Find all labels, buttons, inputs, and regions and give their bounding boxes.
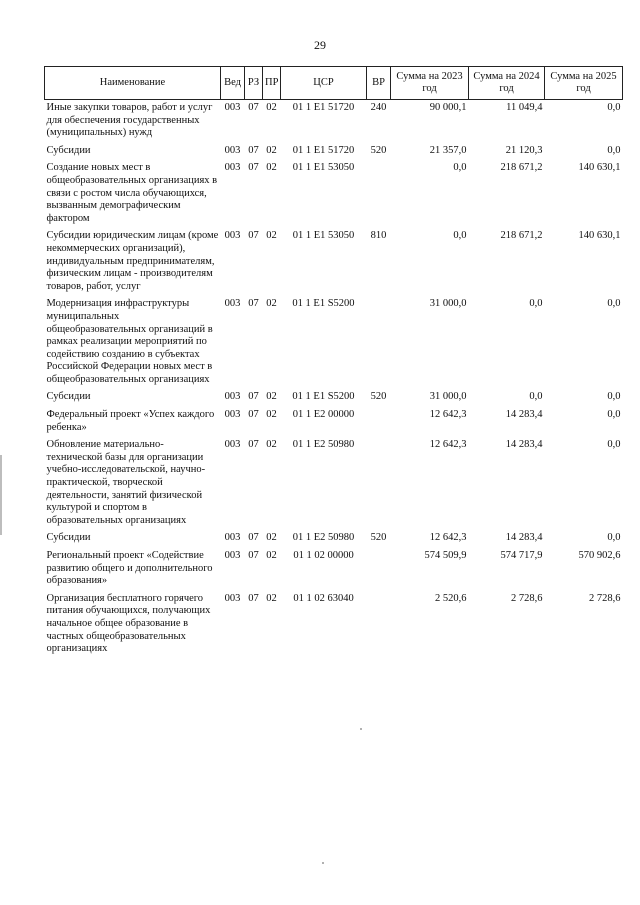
row-vr: 810 <box>370 230 387 242</box>
row-pr: 02 <box>266 532 277 544</box>
row-vr: 520 <box>370 144 387 156</box>
row-sum-2023: 0,0 <box>453 230 467 242</box>
row-sum-2023: 0,0 <box>453 162 467 174</box>
row-pr: 02 <box>266 298 277 310</box>
row-rz: 07 <box>248 550 259 561</box>
row-rz: 07 <box>248 592 259 604</box>
header-ved: Вед <box>221 67 245 100</box>
row-name: Субсидии юридическим лицам (кроме некоммерческих организаций), индивидуальным предпринимателям, физическим лицам - производителям товаров, работ, услуг <box>46 230 219 292</box>
row-csr: 01 1 E2 50980 <box>292 532 355 544</box>
row-sum-2023: 12 642,3 <box>429 439 467 451</box>
header-vr: ВР <box>367 67 391 100</box>
row-sum-2023: 90 000,1 <box>429 102 467 113</box>
row-sum-2024: 14 283,4 <box>505 439 543 451</box>
row-pr: 02 <box>266 162 277 174</box>
row-sum-2024: 0,0 <box>529 391 543 403</box>
row-csr: 01 1 E1 S5200 <box>292 391 355 403</box>
row-sum-2025: 0,0 <box>607 439 621 451</box>
header-sum-2025: Сумма на 2025 год <box>545 67 623 100</box>
table-row <box>45 548 623 591</box>
row-sum-2024: 218 671,2 <box>500 162 543 174</box>
row-pr: 02 <box>266 550 277 561</box>
row-rz: 07 <box>248 391 259 403</box>
row-ved: 003 <box>224 409 241 421</box>
row-pr: 02 <box>266 409 277 421</box>
row-ved: 003 <box>224 144 241 156</box>
row-sum-2024: 2 728,6 <box>511 592 543 604</box>
row-name: Создание новых мест в общеобразовательных организациях в связи с ростом числа обучающихся, вызванным демографическим фактором <box>46 162 218 224</box>
row-ved: 003 <box>224 532 241 544</box>
row-rz: 07 <box>248 102 259 113</box>
row-rz: 07 <box>248 162 259 174</box>
row-rz: 07 <box>248 532 259 544</box>
table-row <box>45 437 623 530</box>
scan-edge-mark <box>0 455 2 535</box>
row-vr <box>367 548 391 591</box>
table-row <box>45 530 623 548</box>
row-pr: 02 <box>266 391 277 403</box>
row-csr: 01 1 E2 50980 <box>292 439 355 451</box>
table-row <box>45 228 623 296</box>
row-ved: 003 <box>224 592 241 604</box>
row-sum-2024: 11 049,4 <box>506 102 543 113</box>
row-sum-2025: 140 630,1 <box>578 162 621 174</box>
row-sum-2024: 574 717,9 <box>500 550 543 561</box>
row-csr: 01 1 E1 51720 <box>292 144 355 156</box>
row-sum-2024: 218 671,2 <box>500 230 543 242</box>
row-rz: 07 <box>248 439 259 451</box>
row-sum-2023: 21 357,0 <box>429 144 467 156</box>
table-row <box>45 160 623 228</box>
row-vr: 240 <box>370 102 387 113</box>
row-vr <box>367 437 391 530</box>
row-ved: 003 <box>224 550 241 561</box>
scan-speck <box>322 862 324 864</box>
row-sum-2023: 574 509,9 <box>424 550 467 561</box>
row-ved: 003 <box>224 439 241 451</box>
row-name: Субсидии <box>46 532 91 544</box>
row-sum-2025: 0,0 <box>607 144 621 156</box>
row-csr: 01 1 E1 51720 <box>292 102 355 113</box>
table-row <box>45 407 623 437</box>
row-rz: 07 <box>248 144 259 156</box>
row-vr <box>367 407 391 437</box>
row-sum-2025: 570 902,6 <box>578 550 621 561</box>
budget-table <box>44 66 623 659</box>
row-sum-2023: 31 000,0 <box>429 391 467 403</box>
row-sum-2025: 0,0 <box>607 532 621 544</box>
row-vr <box>367 296 391 389</box>
row-sum-2025: 0,0 <box>607 298 621 310</box>
row-pr: 02 <box>266 439 277 451</box>
row-sum-2024: 0,0 <box>529 298 543 310</box>
row-pr: 02 <box>266 230 277 242</box>
row-name: Региональный проект «Содействие развитию общего и дополнительного образования» <box>46 550 213 587</box>
row-sum-2023: 12 642,3 <box>429 532 467 544</box>
row-name: Обновление материально-технической базы для организации учебно-исследовательской, научно-практической, творческой деятельности, занятий физической культурой и спортом в образовательных организациях <box>46 439 206 526</box>
row-sum-2023: 2 520,6 <box>435 592 467 604</box>
row-name: Федеральный проект «Успех каждого ребенка» <box>46 409 215 433</box>
row-vr: 520 <box>370 532 387 544</box>
row-sum-2024: 21 120,3 <box>505 144 543 156</box>
row-sum-2023: 12 642,3 <box>429 409 467 421</box>
row-pr: 02 <box>266 592 277 604</box>
row-sum-2024: 14 283,4 <box>505 532 543 544</box>
row-name: Субсидии <box>46 144 91 156</box>
table-row <box>45 143 623 161</box>
row-csr: 01 1 E1 S5200 <box>292 298 355 310</box>
row-sum-2025: 0,0 <box>607 391 621 403</box>
row-ved: 003 <box>224 102 241 113</box>
header-pr: ПР <box>263 67 281 100</box>
row-vr: 520 <box>370 391 387 403</box>
row-pr: 02 <box>266 144 277 156</box>
row-rz: 07 <box>248 230 259 242</box>
row-sum-2024: 14 283,4 <box>505 409 543 421</box>
row-sum-2023: 31 000,0 <box>429 298 467 310</box>
row-ved: 003 <box>224 298 241 310</box>
row-csr: 01 1 E2 00000 <box>292 409 355 421</box>
header-sum-2024: Сумма на 2024 год <box>469 67 545 100</box>
header-csr: ЦСР <box>281 67 367 100</box>
header-sum-2023: Сумма на 2023 год <box>391 67 469 100</box>
row-csr: 01 1 E1 53050 <box>292 230 355 242</box>
row-name: Субсидии <box>46 391 91 403</box>
page-number: 29 <box>314 38 326 52</box>
row-csr: 01 1 02 63040 <box>293 592 354 604</box>
table-header-row <box>45 67 623 100</box>
table-row <box>45 296 623 389</box>
table-row <box>45 389 623 407</box>
row-sum-2025: 0,0 <box>607 102 621 113</box>
row-pr: 02 <box>266 102 277 113</box>
row-sum-2025: 0,0 <box>607 409 621 421</box>
row-ved: 003 <box>224 391 241 403</box>
row-name: Иные закупки товаров, работ и услуг для обеспечения государственных (муниципальных) нужд <box>46 102 213 139</box>
row-vr <box>367 591 391 659</box>
row-csr: 01 1 E1 53050 <box>292 162 355 174</box>
header-name: Наименование <box>45 67 221 100</box>
header-rz: РЗ <box>245 67 263 100</box>
row-name: Организация бесплатного горячего питания обучающихся, получающих начальное общее образование в частных общеобразовательных организациях <box>46 592 211 655</box>
row-vr <box>367 160 391 228</box>
row-csr: 01 1 02 00000 <box>293 550 354 561</box>
table-row <box>45 100 623 143</box>
row-rz: 07 <box>248 409 259 421</box>
row-name: Модернизация инфраструктуры муниципальных общеобразовательных организаций в рамках реализации мероприятий по содействию созданию в субъектах Российской Федерации новых мест в общеобразовательных организациях <box>46 298 213 385</box>
table-row <box>45 591 623 659</box>
row-ved: 003 <box>224 162 241 174</box>
row-ved: 003 <box>224 230 241 242</box>
row-sum-2025: 2 728,6 <box>589 592 621 604</box>
row-rz: 07 <box>248 298 259 310</box>
row-sum-2025: 140 630,1 <box>578 230 621 242</box>
scan-speck <box>360 728 362 730</box>
